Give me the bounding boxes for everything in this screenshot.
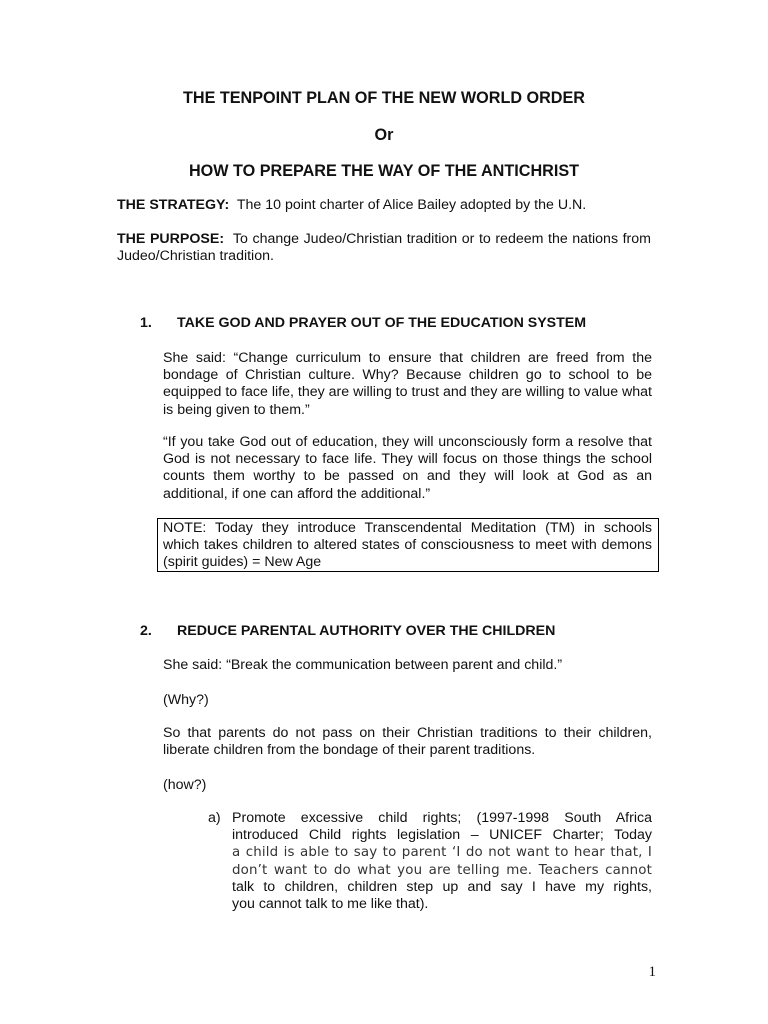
note-box: NOTE: Today they introduce Transcendental Meditation (TM) in schools which takes children to altered states of consciousness to meet with demons (spirit guides) = New Age [157, 518, 659, 572]
section-number: 2. [140, 623, 152, 639]
section-number: 1. [140, 315, 152, 331]
strategy-label: THE STRATEGY: [117, 197, 230, 213]
section-heading-2 [140, 623, 652, 641]
question-why: (Why?) [163, 692, 209, 708]
section-title: REDUCE PARENTAL AUTHORITY OVER THE CHILDREN [177, 623, 556, 639]
strategy-text: The 10 point charter of Alice Bailey adopted by the U.N. [236, 197, 587, 213]
list-item-label: a) [208, 810, 221, 826]
list-item-line: you cannot talk to me like that). [232, 896, 429, 913]
document-subtitle: HOW TO PREPARE THE WAY OF THE ANTICHRIST [188, 162, 580, 180]
section-title: TAKE GOD AND PRAYER OUT OF THE EDUCATION SYSTEM [177, 315, 587, 331]
list-item [232, 810, 652, 913]
list-item-line: introduced Child rights legislation – UNICEF Charter; Today [232, 827, 652, 844]
section-heading-1 [140, 315, 652, 333]
quote-paragraph: She said: “Change curriculum to ensure that children are freed from the bondage of Christian culture. Why? Because children go to school to be equipped to face life, they are willing to trust and they are willing to value what is being given to them.” [163, 350, 652, 418]
list-item-line: Promote excessive child rights; (1997-1998 South Africa [232, 810, 652, 826]
purpose-text: To change Judeo/Christian tradition or to redeem the nations from Judeo/Christian tradition. [117, 231, 651, 265]
purpose-paragraph [117, 231, 651, 265]
purpose-label: THE PURPOSE: [117, 231, 225, 247]
quote-paragraph: She said: “Break the communication between parent and child.” [163, 657, 563, 673]
quote-paragraph: “If you take God out of education, they will unconsciously form a resolve that God is not necessary to face life. They will focus on those things the school counts them worthy to be passed on and they will look at God as an additional, if one can afford the additional.” [163, 434, 652, 502]
list-item-line: a child is able to say to parent ‘I do not want to hear that, I [232, 845, 652, 861]
list-item-line: don’t want to do what you are telling me. Teachers cannot [232, 862, 652, 878]
page-number: 1 [648, 964, 656, 980]
document-title: THE TENPOINT PLAN OF THE NEW WORLD ORDER [183, 89, 585, 107]
answer-paragraph: So that parents do not pass on their Christian traditions to their children, liberate children from the bondage of their parent traditions. [163, 725, 652, 759]
title-conjunction: Or [374, 126, 394, 144]
list-item-line: talk to children, children step up and say I have my rights, [232, 878, 652, 895]
strategy-paragraph [117, 197, 651, 214]
question-how: (how?) [163, 777, 207, 793]
